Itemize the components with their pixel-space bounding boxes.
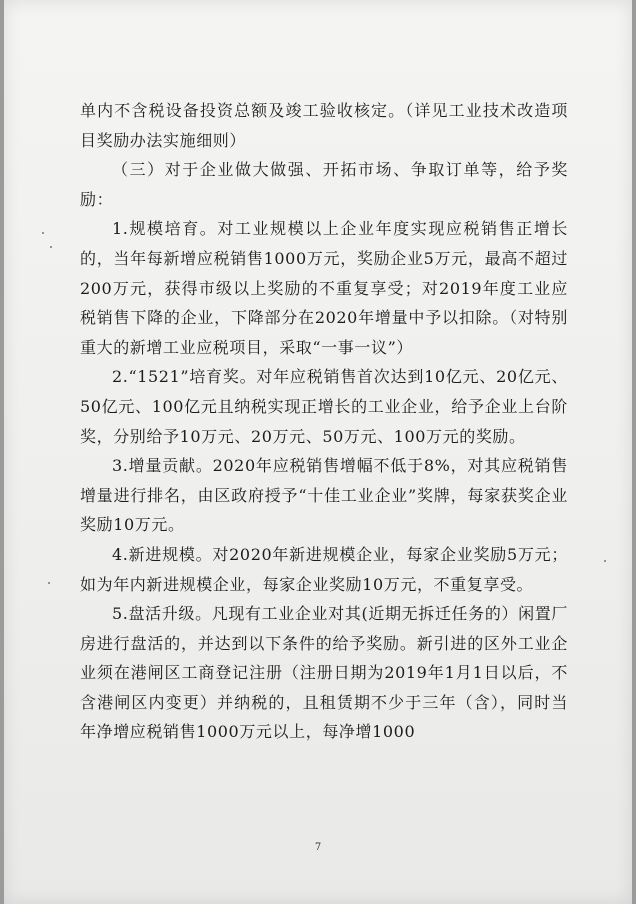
- scan-speck: [48, 582, 50, 584]
- scan-speck: [50, 246, 52, 248]
- page-number: 7: [314, 842, 322, 853]
- paragraph-scale-cultivation: 1.规模培育。对工业规模以上企业年度实现应税销售正增长的，当年每新增应税销售1000万元，奖励企业5万元，最高不超过200万元，获得市级以上奖励的不重复享受；对2019年度工业应税销售下降的企业，下降部分在2020年增量中予以扣除。（对特别重大的新增工业应税项目，采取“一事一议”）: [80, 219, 568, 357]
- body-text: [80, 96, 568, 747]
- document-page: [4, 0, 632, 904]
- scan-speck: [42, 232, 44, 234]
- paragraph-revitalize-upgrade: 5.盘活升级。凡现有工业企业对其(近期无拆迁任务的）闲置厂房进行盘活的，并达到以下条件的给予奖励。新引进的区外工业企业须在港闸区工商登记注册（注册日期为2019年1月1日以后，不含港闸区内变更）并纳税的，且租赁期不少于三年（含），同时当年净增应税销售1000万元以上，每净增1000: [80, 604, 568, 742]
- paragraph-section-heading: （三）对于企业做大做强、开拓市场、争取订单等，给予奖励：: [80, 160, 568, 209]
- paragraph-continuation: 单内不含税设备投资总额及竣工验收核定。（详见工业技术改造项目奖励办法实施细则）: [80, 101, 568, 150]
- paragraph-1521-award: 2.“1521”培育奖。对年应税销售首次达到10亿元、20亿元、50亿元、100亿元且纳税实现正增长的工业企业，给予企业上台阶奖，分别给予10万元、20万元、50万元、100万元的奖励。: [80, 367, 568, 446]
- scan-speck: [604, 560, 606, 562]
- paragraph-increment-contribution: 3.增量贡献。2020年应税销售增幅不低于8%，对其应税销售增量进行排名，由区政府授予“十佳工业企业”奖牌，每家获奖企业奖励10万元。: [80, 456, 568, 535]
- paragraph-new-scale: 4.新进规模。对2020年新进规模企业，每家企业奖励5万元；如为年内新进规模企业，每家企业奖励10万元，不重复享受。: [80, 544, 568, 594]
